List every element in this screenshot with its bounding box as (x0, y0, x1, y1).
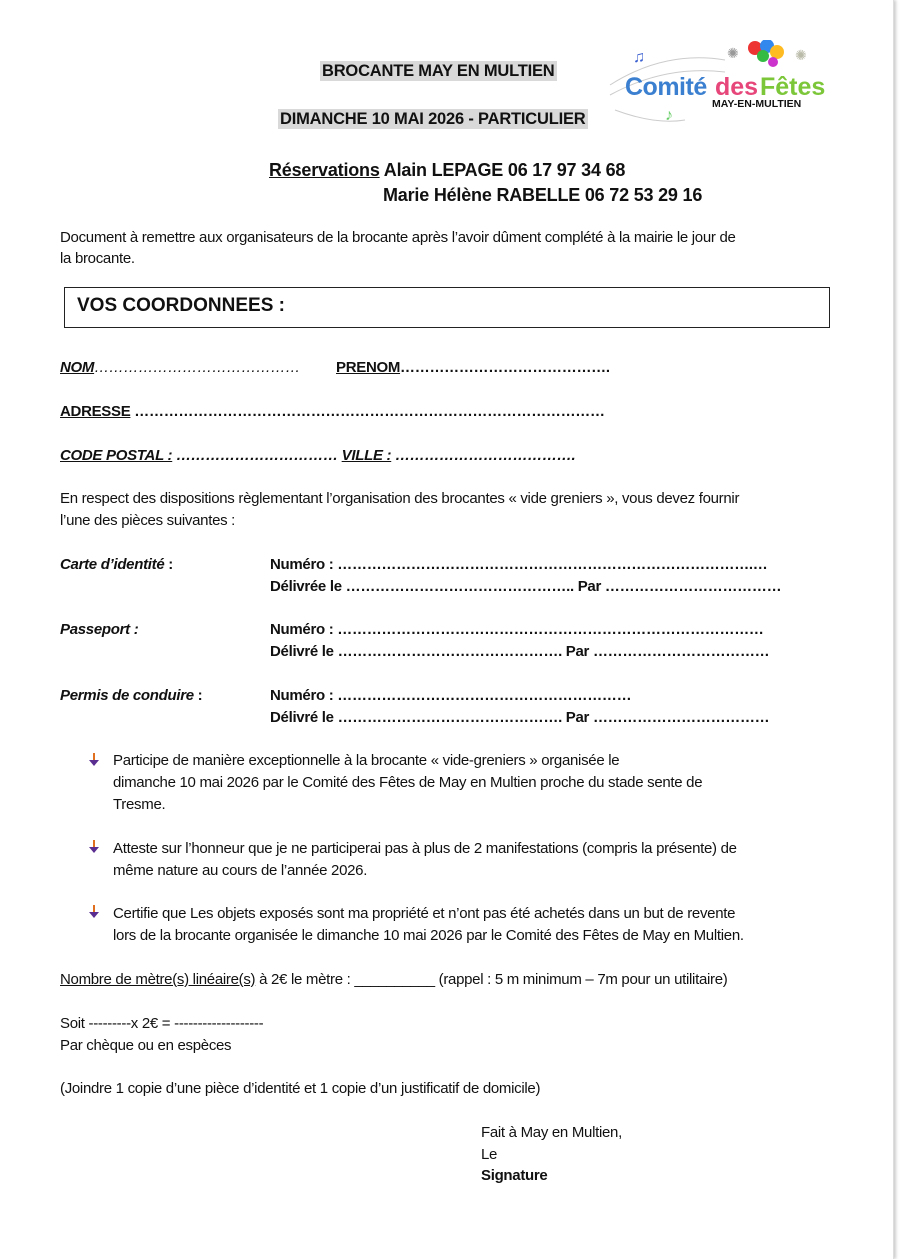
passeport-delivre-field[interactable]: Délivré le ………………………………………. Par ……………………………… (270, 643, 770, 660)
arrow-bullet-icon (88, 905, 100, 919)
cp-label: CODE POSTAL : (60, 447, 173, 464)
comite-des-fetes-logo (605, 40, 825, 130)
contact-1: Alain LEPAGE 06 17 97 34 68 (383, 160, 626, 180)
bullet-2-line-1: Atteste sur l’honneur que je ne participerai pas à plus de 2 manifestations (compris la présente) de (113, 840, 737, 857)
ville-field[interactable]: ………………………………. (391, 447, 576, 464)
passeport-numero-field[interactable]: Numéro : …………………………………………………………………………… (270, 621, 764, 638)
svg-text:♫: ♫ (633, 49, 645, 66)
prenom-label: PRENOM (336, 359, 401, 376)
doc-subtitle: DIMANCHE 10 MAI 2026 - PARTICULIER (280, 110, 586, 128)
carte-numero-field[interactable]: Numéro : ………………………………………………………………………….… (270, 556, 768, 573)
bullet-1-line-2: dimanche 10 mai 2026 par le Comité des Fêtes de May en Multien proche du stade sente de (113, 774, 703, 791)
joindre-line: (Joindre 1 copie d’une pièce d’identité et 1 copie d’un justificatif de domicile) (60, 1080, 541, 1097)
doc-title: BROCANTE MAY EN MULTIEN (322, 62, 555, 80)
arrow-bullet-icon (88, 840, 100, 854)
cp-field[interactable]: …………………………… (172, 447, 342, 464)
adresse-field[interactable]: …………………………………………………………………………………… (130, 403, 605, 420)
ville-label: VILLE : (341, 447, 392, 464)
colon: : (193, 687, 203, 704)
section-title: VOS COORDONNEES : (77, 295, 285, 316)
carte-delivree-field[interactable]: Délivrée le ……………………………………….. Par ……………………………… (270, 578, 782, 595)
permis-delivre-field[interactable]: Délivré le ………………………………………. Par ……………………………… (270, 709, 770, 726)
arrow-bullet-icon (88, 753, 100, 767)
piece-label: Passeport : (60, 621, 139, 638)
piece-label: Permis de conduire (60, 687, 194, 704)
le-date: Le (481, 1146, 498, 1163)
soit-line: Soit ---------x 2€ = ------------------- (60, 1015, 264, 1032)
permis-numero-field[interactable]: Numéro : …………………………………………………… (270, 687, 632, 704)
adresse-label: ADRESSE (60, 403, 131, 420)
colon: : (164, 556, 173, 573)
metres-label: Nombre de mètre(s) linéaire(s) (60, 971, 256, 988)
intro-line-1: Document à remettre aux organisateurs de la brocante après l’avoir dûment complété à la mairie le jour de (60, 229, 736, 246)
reservations-label: Réservations (269, 160, 380, 180)
svg-text:✺: ✺ (727, 45, 739, 61)
fait-a: Fait à May en Multien, (481, 1124, 622, 1141)
bullet-3-line-1: Certifie que Les objets exposés sont ma propriété et n’ont pas été achetés dans un but de revente (113, 905, 736, 922)
bullet-1-line-1: Participe de manière exceptionnelle à la brocante « vide-greniers » organisée le (113, 752, 620, 769)
intro-line-2: la brocante. (60, 250, 135, 267)
bullet-3-line-2: lors de la brocante organisée le dimanche 10 mai 2026 par le Comité des Fêtes de May en Multien. (113, 927, 744, 944)
svg-text:♪: ♪ (665, 107, 673, 124)
bullet-1-line-3: Tresme. (113, 796, 166, 813)
pieces-intro-2: l’une des pièces suivantes : (60, 512, 236, 529)
pieces-intro-1: En respect des dispositions règlementant l’organisation des brocantes « vide greniers », vous devez fournir (60, 490, 740, 507)
metres-field[interactable]: à 2€ le mètre : __________ (rappel : 5 m minimum – 7m pour un utilitaire) (255, 971, 728, 988)
svg-text:des: des (715, 73, 759, 101)
piece-label: Carte d’identité (60, 556, 165, 573)
svg-text:Fêtes: Fêtes (760, 73, 825, 101)
section-title-box (64, 287, 830, 328)
bullet-2-line-2: même nature au cours de l’année 2026. (113, 862, 368, 879)
nom-field[interactable]: …………………………………… (94, 359, 300, 376)
logo-subtext: MAY-EN-MULTIEN (712, 98, 802, 110)
svg-text:Comité: Comité (625, 73, 707, 101)
signature-label: Signature (481, 1167, 548, 1184)
prenom-field[interactable]: ……………………………………. (400, 359, 610, 376)
paiement-line: Par chèque ou en espèces (60, 1037, 232, 1054)
contact-2: Marie Hélène RABELLE 06 72 53 29 16 (383, 185, 703, 205)
nom-label: NOM (60, 359, 95, 376)
svg-text:✺: ✺ (795, 47, 807, 63)
